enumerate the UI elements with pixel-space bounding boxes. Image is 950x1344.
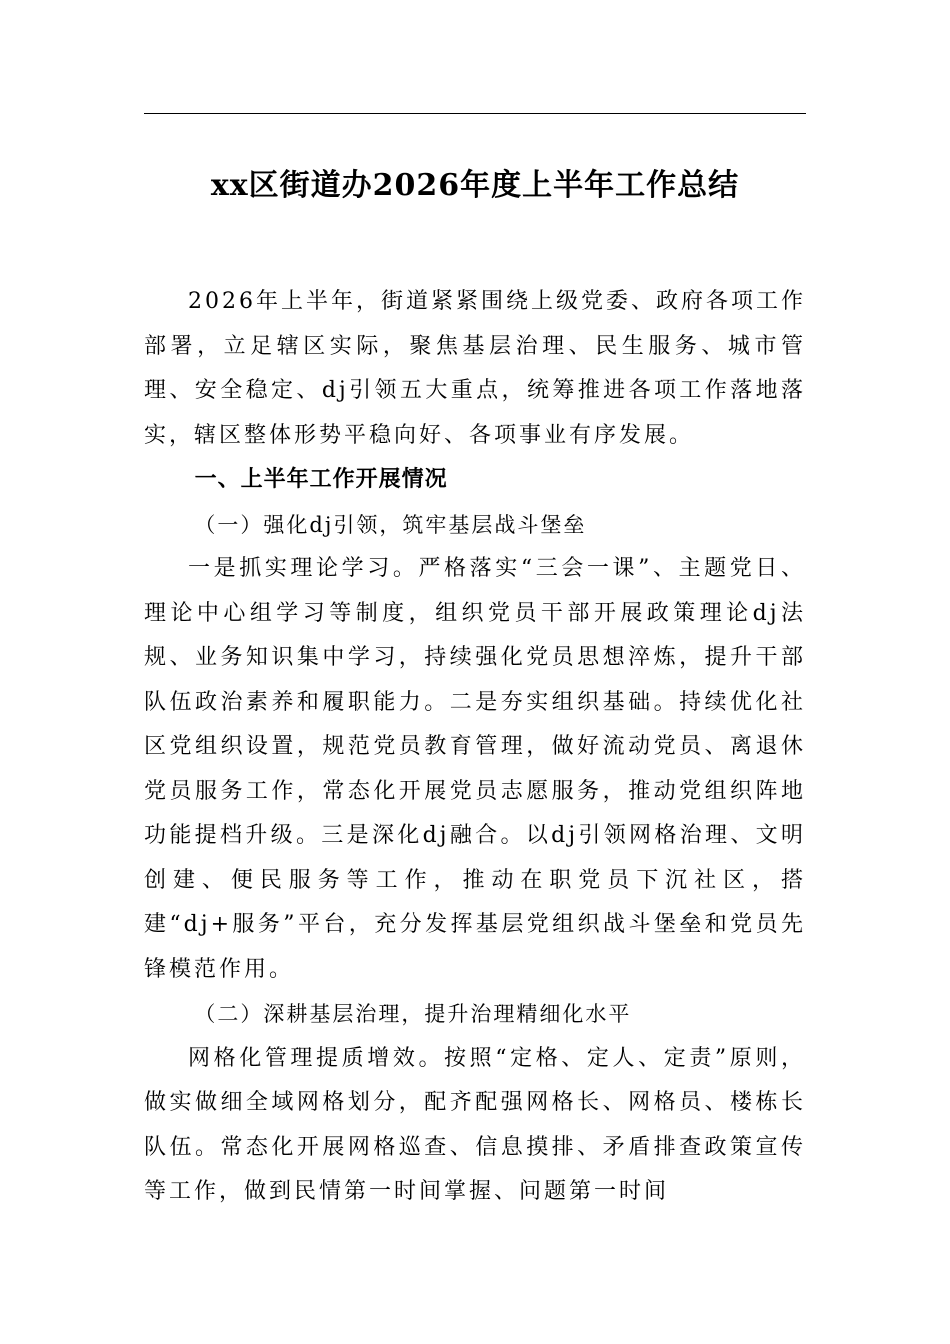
intro-paragraph: 2026年上半年，街道紧紧围绕上级党委、政府各项工作部署，立足辖区实际，聚焦基层治理、民生服务、城市管理、安全稳定、dj引领五大重点，统筹推进各项工作落地落实，辖区整体形势平稳向好、各项事业有序发展。 <box>144 289 806 448</box>
subsection-1-paragraph: 一是抓实理论学习。严格落实“三会一课”、主题党日、理论中心组学习等制度，组织党员干部开展政策理论dj法规、业务知识集中学习，持续强化党员思想淬炼，提升干部队伍政治素养和履职能力。二是夯实组织基础。持续优化社区党组织设置，规范党员教育管理，做好流动党员、离退休党员服务工作，常态化开展党员志愿服务，推动党组织阵地功能提档升级。三是深化dj融合。以dj引领网格治理、文明创建、便民服务等工作，推动在职党员下沉社区，搭建“dj+服务”平台，充分发挥基层党组织战斗堡垒和党员先锋模范作用。 <box>144 556 806 982</box>
section-heading-1: 一、上半年工作开展情况 <box>194 467 448 492</box>
header-rule <box>144 113 806 114</box>
subsection-heading-2: （二）深耕基层治理，提升治理精细化水平 <box>194 1002 632 1026</box>
subsection-2-paragraph: 网格化管理提质增效。按照“定格、定人、定责”原则，做实做细全域网格划分，配齐配强网格长、网格员、楼栋长队伍。常态化开展网格巡查、信息摸排、矛盾排查政策宣传等工作，做到民情第一时间掌握、问题第一时间 <box>144 1045 806 1204</box>
subsection-heading-1: （一）强化dj引领，筑牢基层战斗堡垒 <box>194 512 587 537</box>
document-body <box>144 280 806 1215</box>
document-title: xx区街道办2026年度上半年工作总结 <box>210 168 740 203</box>
